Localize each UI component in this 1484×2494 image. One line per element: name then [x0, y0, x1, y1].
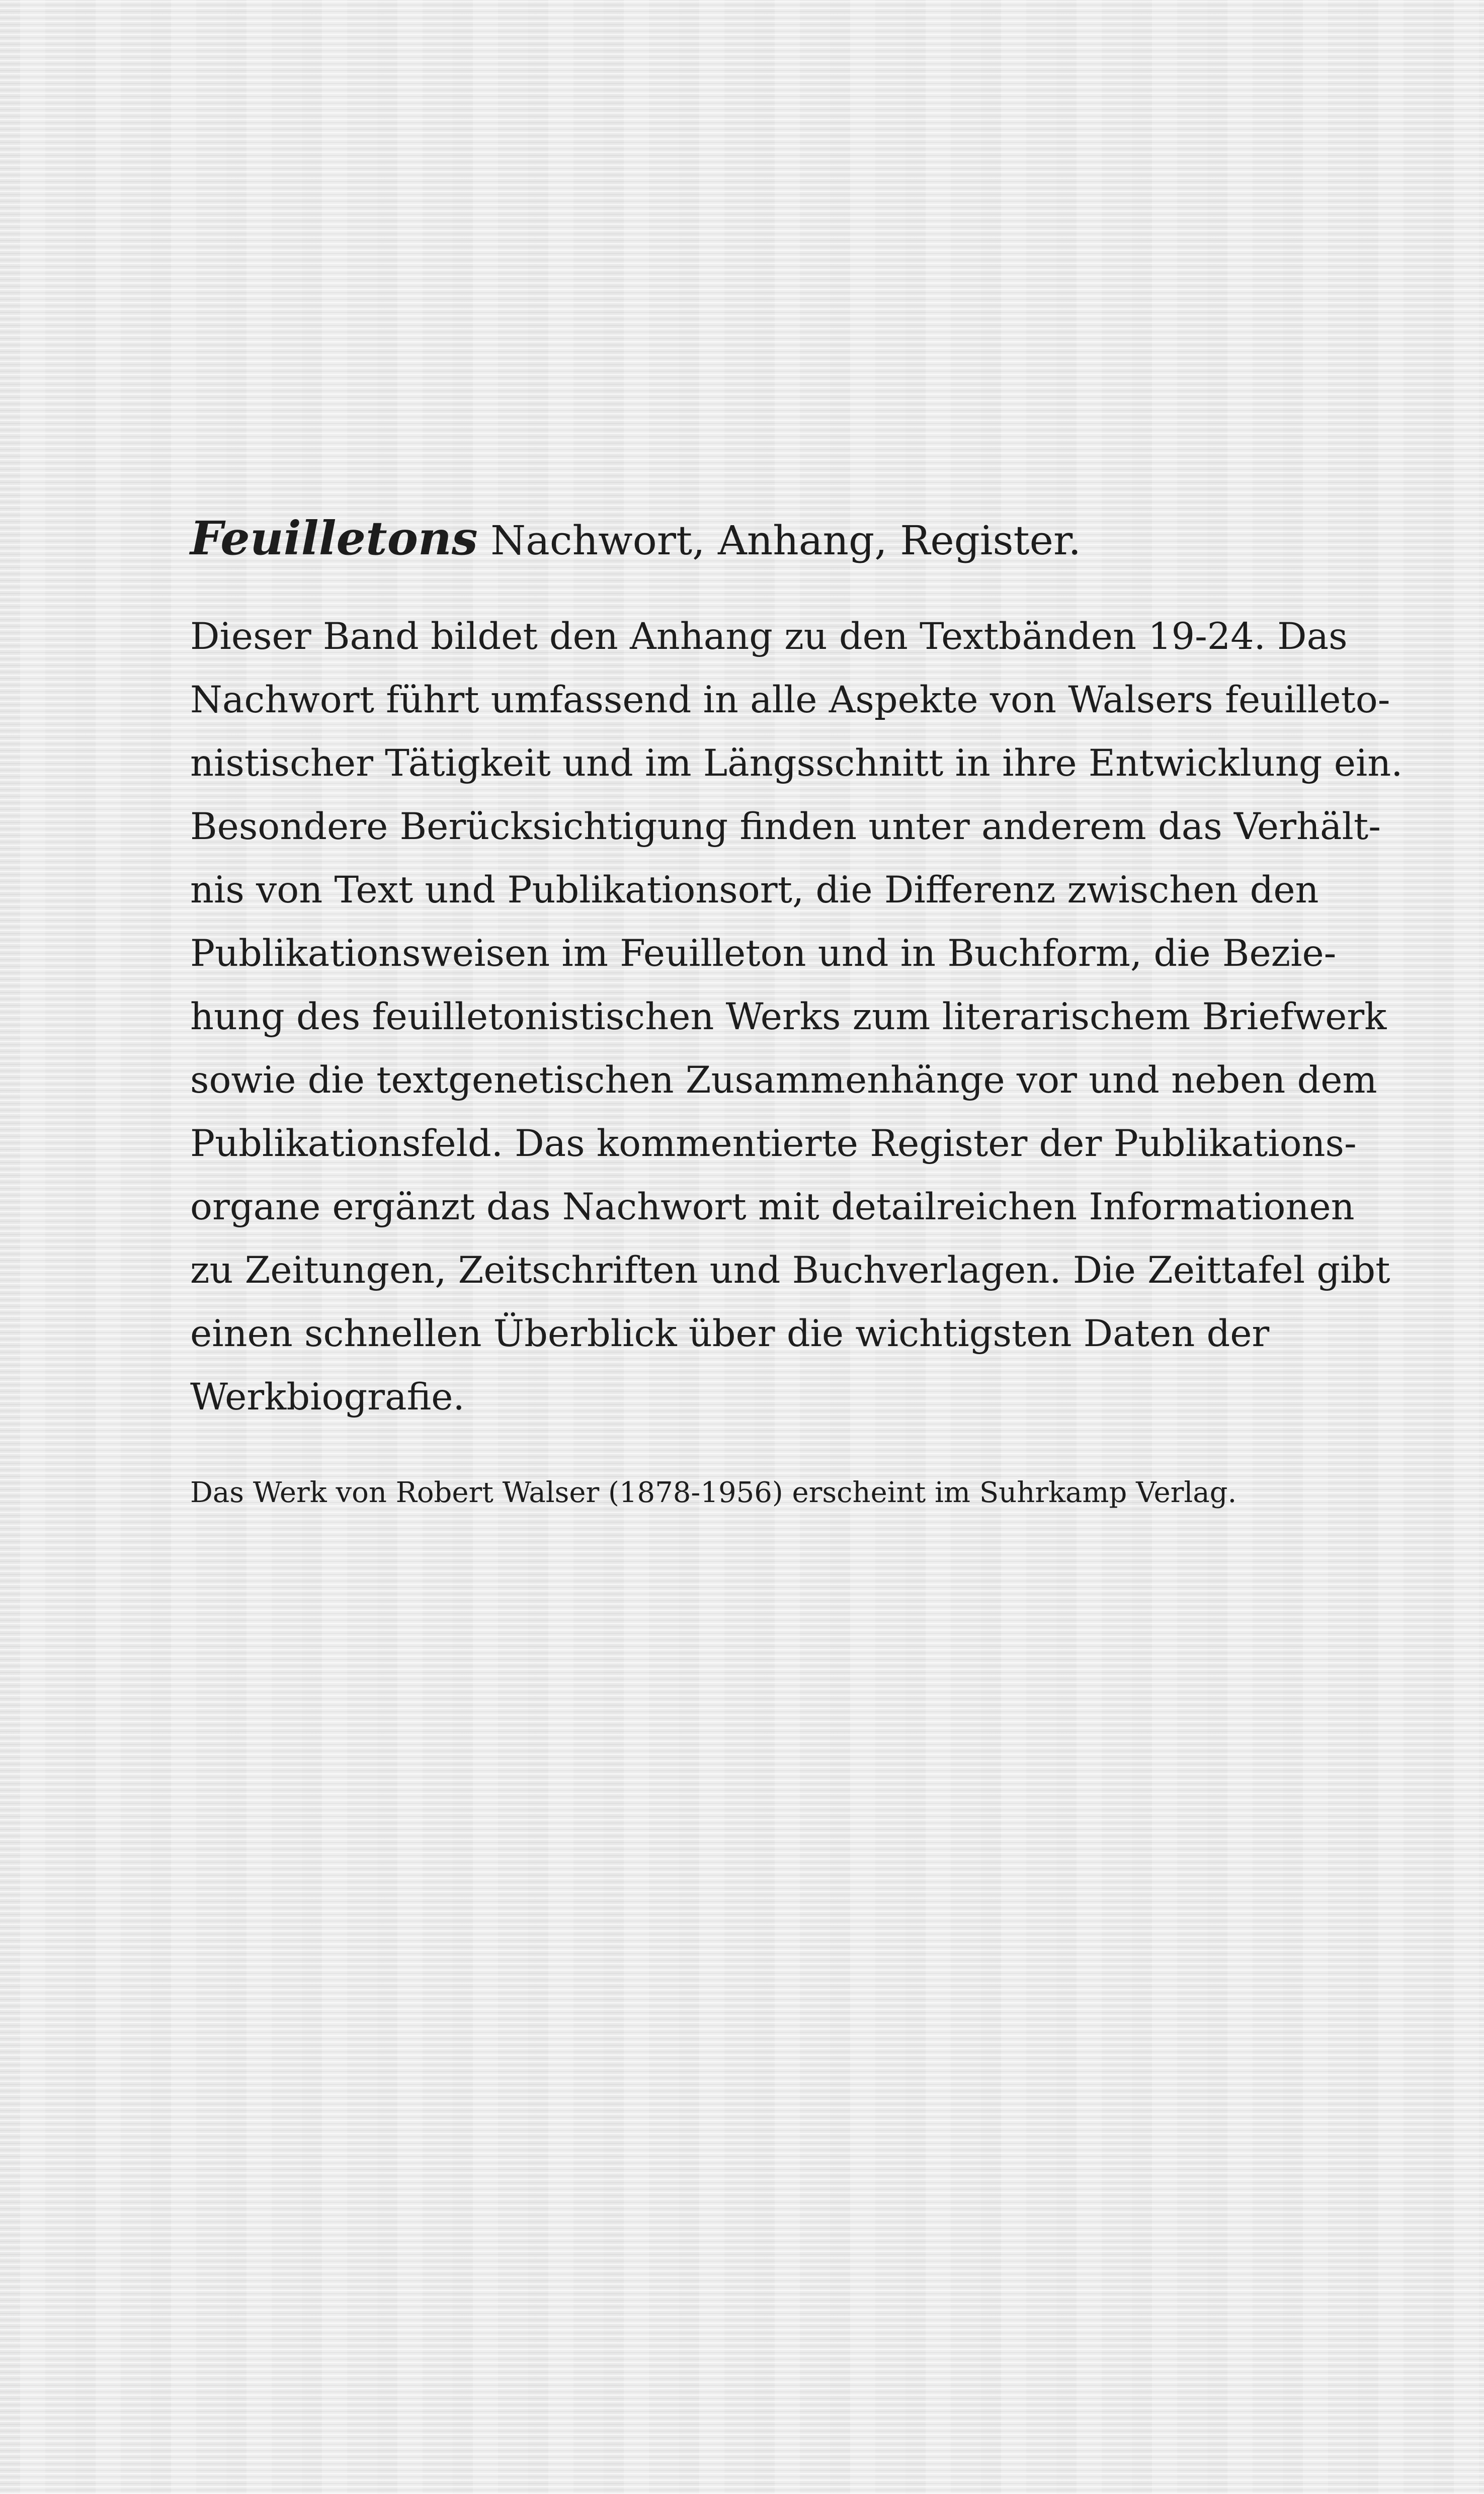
book-subtitle: Nachwort, Anhang, Register.	[490, 517, 1081, 564]
description-line: einen schnellen Überblick über die wichtigsten Daten der	[190, 1312, 1270, 1355]
description-line: Dieser Band bildet den Anhang zu den Textbänden 19-24. Das	[190, 615, 1348, 658]
description-line: hung des feuilletonistischen Werks zum literarischem Briefwerk	[190, 995, 1387, 1038]
title-line	[190, 508, 1327, 571]
description-line: nis von Text und Publikationsort, die Differenz zwischen den	[190, 869, 1319, 911]
description-line: organe ergänzt das Nachwort mit detailreichen Informationen	[190, 1186, 1355, 1228]
description-line: Publikationsweisen im Feuilleton und in Buchform, die Bezie-	[190, 932, 1337, 975]
description-line: zu Zeitungen, Zeitschriften und Buchverlagen. Die Zeittafel gibt	[190, 1249, 1390, 1292]
cover-text-block	[190, 508, 1403, 1544]
publisher-note: Das Werk von Robert Walser (1878-1956) erscheint im Suhrkamp Verlag.	[190, 1476, 1237, 1509]
description-line: Publikationsfeld. Das kommentierte Register der Publikations-	[190, 1122, 1357, 1165]
description-paragraph	[190, 605, 1403, 1429]
book-title: Feuilletons	[190, 511, 478, 565]
description-line: Werkbiografie.	[190, 1376, 465, 1419]
description-line: nistischer Tätigkeit und im Längsschnitt in ihre Entwicklung ein.	[190, 742, 1403, 785]
description-line: sowie die textgenetischen Zusammenhänge vor und neben dem	[190, 1059, 1377, 1102]
description-line: Nachwort führt umfassend in alle Aspekte von Walsers feuilleto-	[190, 679, 1390, 721]
description-line: Besondere Berücksichtigung finden unter anderem das Verhält-	[190, 805, 1381, 848]
